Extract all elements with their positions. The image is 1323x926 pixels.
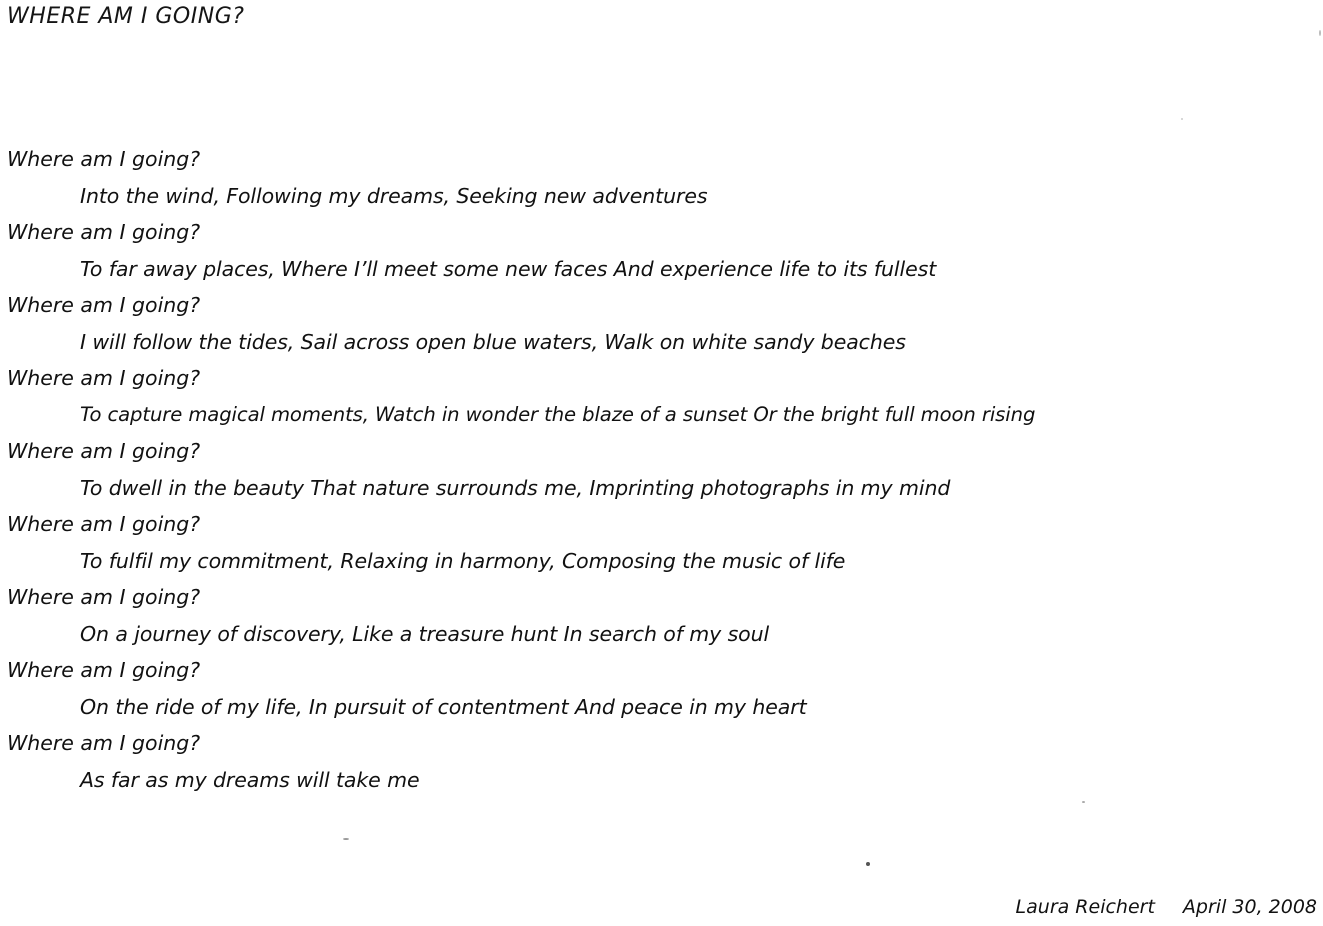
stanza-3 bbox=[0, 287, 1323, 360]
scan-speck bbox=[1181, 118, 1183, 120]
stanza-question: Where am I going? bbox=[7, 512, 201, 536]
stanza-answer: On a journey of discovery, Like a treasure hunt In search of my soul bbox=[80, 621, 770, 646]
stanza-8 bbox=[0, 652, 1323, 725]
stanza-answer: I will follow the tides, Sail across open blue waters, Walk on white sandy beaches bbox=[80, 329, 906, 354]
stanza-question: Where am I going? bbox=[7, 293, 201, 317]
stanza-answer: As far as my dreams will take me bbox=[80, 767, 420, 792]
scan-speck bbox=[1319, 30, 1321, 36]
stanza-question: Where am I going? bbox=[7, 220, 201, 244]
stanza-4 bbox=[0, 360, 1323, 433]
stanza-answer: To capture magical moments, Watch in wonder the blaze of a sunset Or the bright full moon rising bbox=[80, 402, 1036, 426]
stanza-5 bbox=[0, 433, 1323, 506]
stanza-answer: To fulfil my commitment, Relaxing in harmony, Composing the music of life bbox=[80, 548, 846, 573]
poem-date: April 30, 2008 bbox=[1182, 896, 1317, 918]
stanza-question: Where am I going? bbox=[7, 439, 201, 463]
scan-speck bbox=[343, 838, 349, 840]
author-name: Laura Reichert bbox=[1015, 896, 1155, 918]
scan-speck bbox=[1082, 801, 1085, 803]
stanza-question: Where am I going? bbox=[7, 658, 201, 682]
stanza-2 bbox=[0, 214, 1323, 287]
stanza-answer: To far away places, Where I’ll meet some new faces And experience life to its fullest bbox=[80, 256, 937, 281]
poem-title: WHERE AM I GOING? bbox=[7, 4, 245, 29]
stanza-7 bbox=[0, 579, 1323, 652]
stanza-answer: Into the wind, Following my dreams, Seeking new adventures bbox=[80, 183, 708, 208]
signature-line bbox=[1016, 896, 1317, 918]
stanza-answer: To dwell in the beauty That nature surrounds me, Imprinting photographs in my mind bbox=[80, 475, 951, 500]
stanza-question: Where am I going? bbox=[7, 731, 201, 755]
stanza-question: Where am I going? bbox=[7, 147, 201, 171]
stanza-9 bbox=[0, 725, 1323, 798]
stanza-question: Where am I going? bbox=[7, 366, 201, 390]
stanza-answer: On the ride of my life, In pursuit of contentment And peace in my heart bbox=[80, 694, 807, 719]
stanza-1 bbox=[0, 141, 1323, 214]
scan-speck bbox=[866, 862, 870, 866]
stanza-question: Where am I going? bbox=[7, 585, 201, 609]
poem-body bbox=[0, 141, 1323, 798]
stanza-6 bbox=[0, 506, 1323, 579]
